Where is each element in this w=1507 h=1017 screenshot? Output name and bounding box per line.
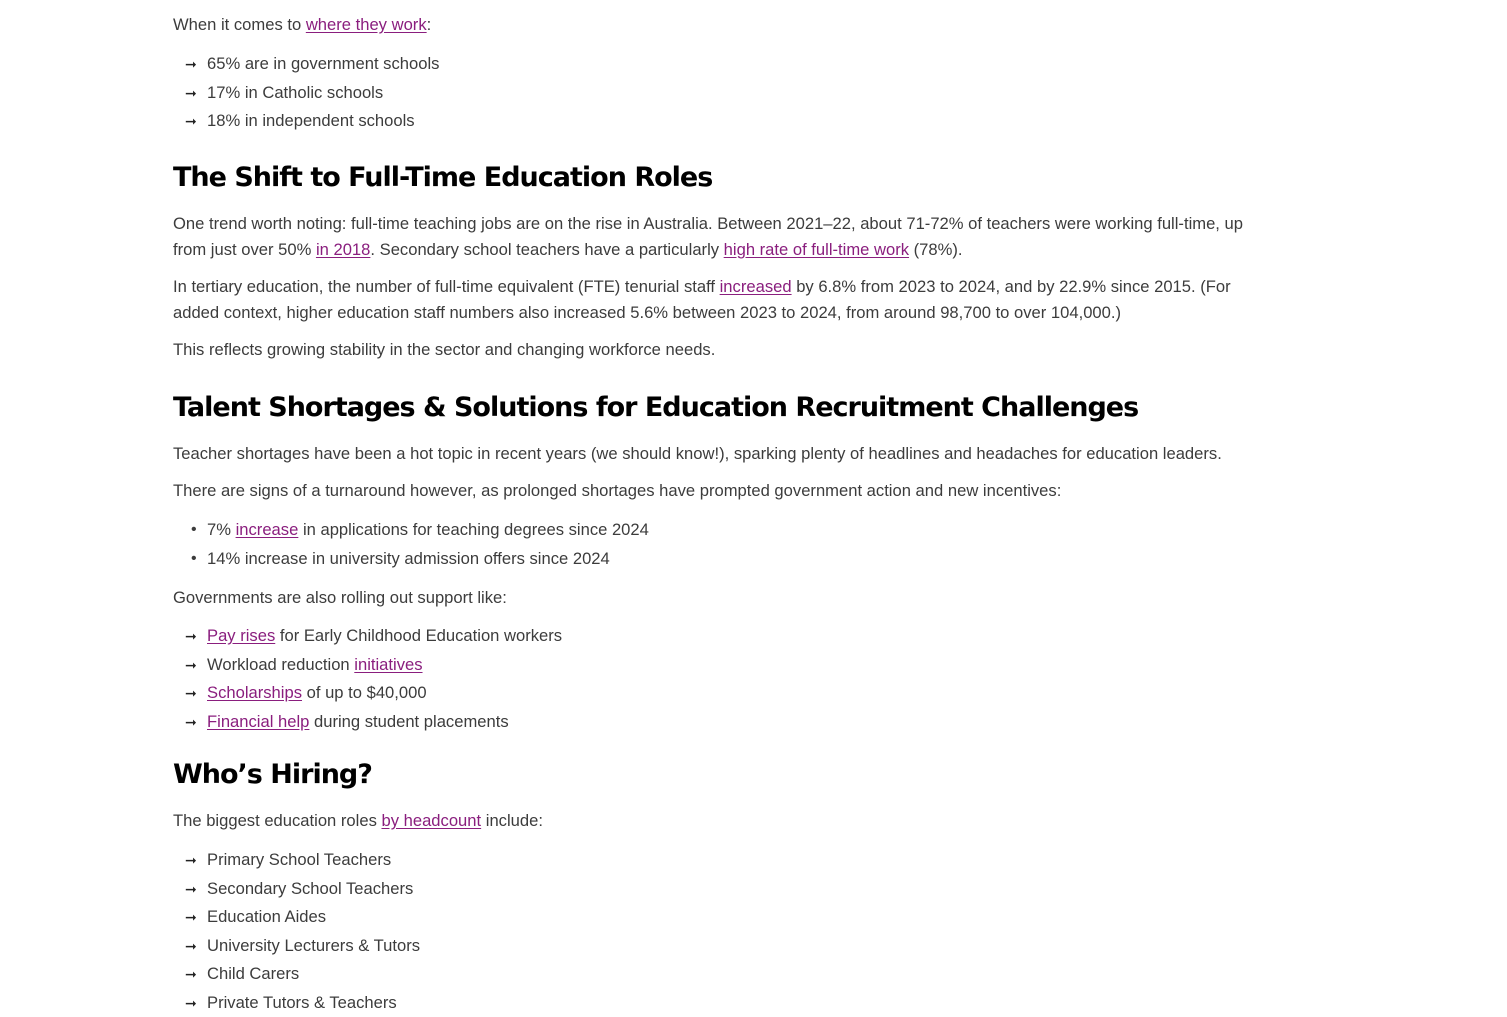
right-arrow-icon: ➞ <box>185 651 197 680</box>
right-arrow-icon: ➞ <box>185 679 197 708</box>
support-intro-paragraph: Governments are also rolling out support like: <box>173 585 1273 611</box>
tertiary-paragraph: In tertiary education, the number of full-time equivalent (FTE) tenurial staff increased by 6.8% from 2023 to 2024, and by 22.9% since 2015. (For added context, higher education staff numbers also increased 5.6% between 2023 to 2024, from around 98,700 to over 104,000.) <box>173 274 1273 326</box>
right-arrow-icon: ➞ <box>185 932 197 961</box>
right-arrow-icon: ➞ <box>185 622 197 651</box>
right-arrow-icon: ➞ <box>185 960 197 989</box>
right-arrow-icon: ➞ <box>185 79 197 108</box>
right-arrow-icon: ➞ <box>185 903 197 932</box>
turnaround-bullets <box>173 516 1273 573</box>
bullet-dot-icon: • <box>191 545 197 574</box>
full-time-paragraph: One trend worth noting: full-time teaching jobs are on the rise in Australia. Between 2021–22, about 71-72% of teachers were working full-time, up from just over 50% in 2018. Secondary school teachers have a particularly high rate of full-time work (78%). <box>173 211 1273 263</box>
list-item: ➞ 65% are in government schools <box>173 50 1273 79</box>
headcount-paragraph: The biggest education roles by headcount include: <box>173 808 1273 834</box>
scholarships-link[interactable]: Scholarships <box>207 683 302 702</box>
high-rate-full-time-link[interactable]: high rate of full-time work <box>724 240 909 259</box>
right-arrow-icon: ➞ <box>185 846 197 875</box>
support-list <box>173 622 1273 736</box>
section-heading-whos-hiring: Who’s Hiring? <box>173 757 1273 793</box>
roles-list <box>173 846 1273 1017</box>
financial-help-link[interactable]: Financial help <box>207 712 309 731</box>
intro-suffix: : <box>427 15 432 34</box>
list-item: ➞ Workload reduction initiatives <box>173 651 1273 680</box>
section-heading-full-time: The Shift to Full-Time Education Roles <box>173 160 1273 196</box>
by-headcount-link[interactable]: by headcount <box>381 811 481 830</box>
in-2018-link[interactable]: in 2018 <box>316 240 370 259</box>
list-item: ➞ 18% in independent schools <box>173 107 1273 136</box>
list-item: ➞ Financial help during student placements <box>173 708 1273 737</box>
list-item: ➞ Private Tutors & Teachers <box>173 989 1273 1017</box>
list-item: ➞ Scholarships of up to $40,000 <box>173 679 1273 708</box>
right-arrow-icon: ➞ <box>185 875 197 904</box>
section-heading-talent-shortages: Talent Shortages & Solutions for Education Recruitment Challenges <box>173 390 1273 426</box>
list-item: ➞ 17% in Catholic schools <box>173 79 1273 108</box>
right-arrow-icon: ➞ <box>185 50 197 79</box>
where-they-work-link[interactable]: where they work <box>306 15 427 34</box>
pay-rises-link[interactable]: Pay rises <box>207 626 275 645</box>
list-item: ➞ Primary School Teachers <box>173 846 1273 875</box>
list-item: ➞ Secondary School Teachers <box>173 875 1273 904</box>
list-item: ➞ Pay rises for Early Childhood Education workers <box>173 622 1273 651</box>
right-arrow-icon: ➞ <box>185 989 197 1017</box>
list-item: ➞ Child Carers <box>173 960 1273 989</box>
list-item: ➞ University Lecturers & Tutors <box>173 932 1273 961</box>
list-item: ➞ Education Aides <box>173 903 1273 932</box>
list-item: • 7% increase in applications for teaching degrees since 2024 <box>173 516 1273 545</box>
right-arrow-icon: ➞ <box>185 107 197 136</box>
intro-text: When it comes to <box>173 15 306 34</box>
initiatives-link[interactable]: initiatives <box>354 655 422 674</box>
list-item: • 14% increase in university admission offers since 2024 <box>173 545 1273 574</box>
stability-paragraph: This reflects growing stability in the sector and changing workforce needs. <box>173 337 1273 363</box>
work-location-list <box>173 50 1273 136</box>
turnaround-paragraph: There are signs of a turnaround however, as prolonged shortages have prompted government action and new incentives: <box>173 478 1273 504</box>
bullet-dot-icon: • <box>191 516 197 545</box>
right-arrow-icon: ➞ <box>185 708 197 737</box>
shortages-paragraph: Teacher shortages have been a hot topic in recent years (we should know!), sparking plenty of headlines and headaches for education leaders. <box>173 441 1273 467</box>
increased-link[interactable]: increased <box>720 277 792 296</box>
intro-paragraph <box>173 12 1273 38</box>
increase-link[interactable]: increase <box>236 520 299 539</box>
